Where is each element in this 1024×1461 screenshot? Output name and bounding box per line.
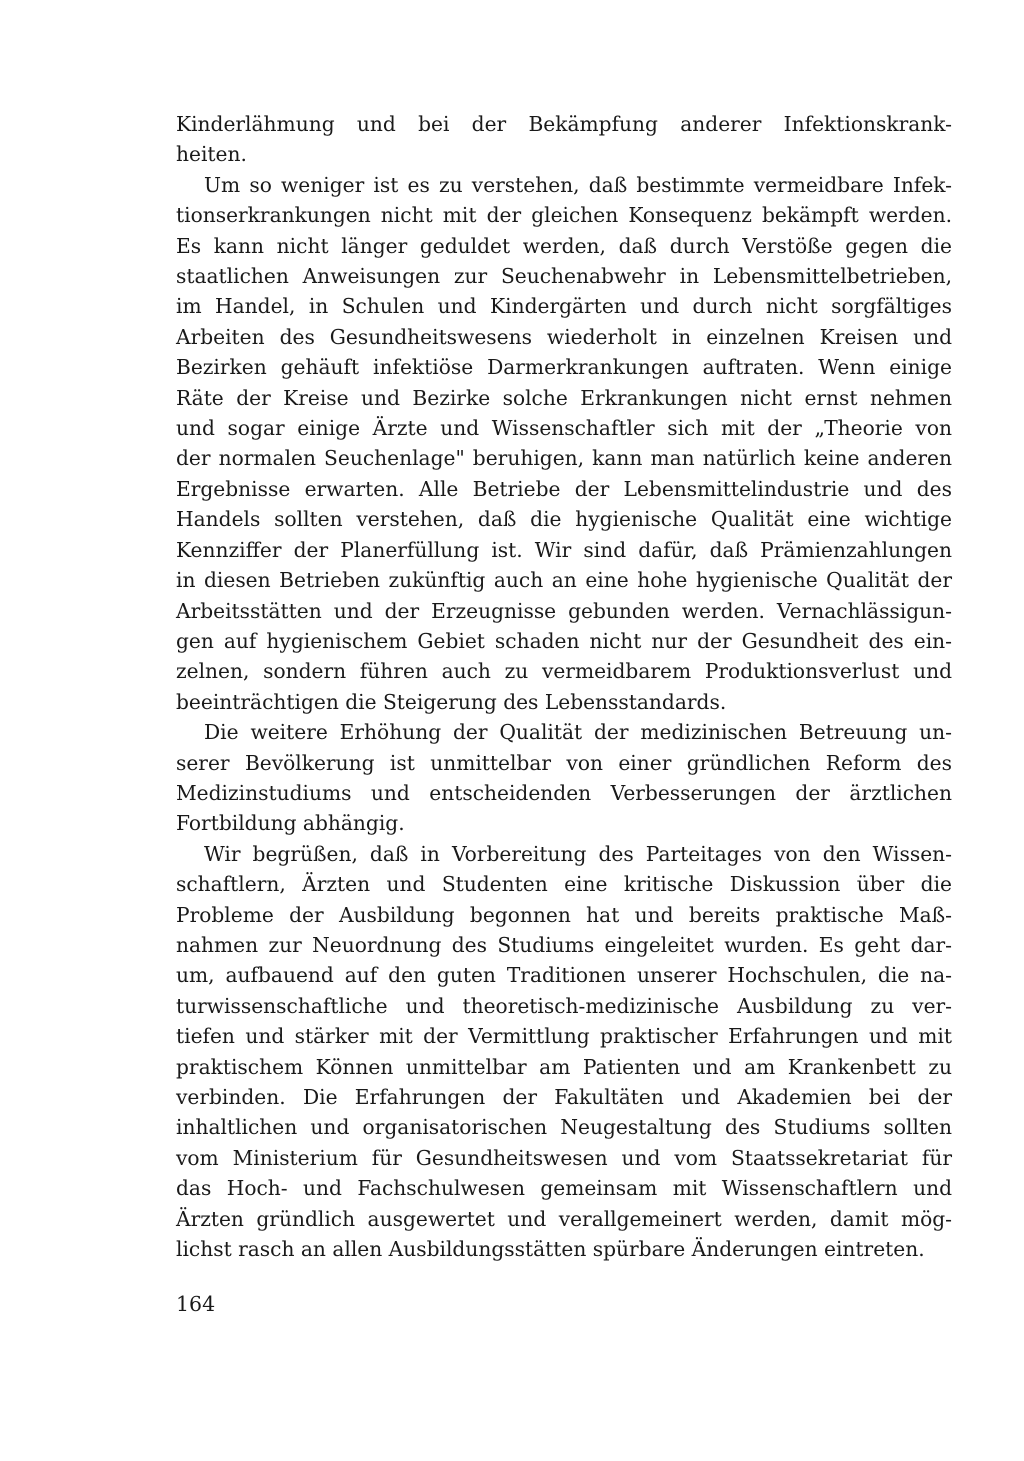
text-line: Wir begrüßen, daß in Vorbereitung des Parteitages von den Wissen-	[204, 841, 952, 866]
text-line: tionserkrankungen nicht mit der gleichen Konsequenz bekämpft werden.	[176, 203, 952, 228]
text-line: Handels sollten verstehen, daß die hygienische Qualität eine wichtige	[176, 507, 952, 532]
text-line: nahmen zur Neuordnung des Studiums eingeleitet wurden. Es geht dar-	[176, 932, 952, 957]
text-line: Es kann nicht länger geduldet werden, daß durch Verstöße gegen die	[176, 233, 952, 258]
text-line: Arbeitsstätten und der Erzeugnisse gebunden werden. Vernachlässigun-	[176, 598, 952, 623]
text-line: Kennziffer der Planerfüllung ist. Wir sind dafür, daß Prämienzahlungen	[176, 537, 952, 562]
text-line: zelnen, sondern führen auch zu vermeidbarem Produktionsverlust und	[176, 659, 952, 684]
text-line: gen auf hygienischem Gebiet schaden nicht nur der Gesundheit des ein-	[176, 628, 952, 653]
text-line: beeinträchtigen die Steigerung des Lebensstandards.	[176, 689, 727, 714]
text-line: Um so weniger ist es zu verstehen, daß bestimmte vermeidbare Infek-	[204, 172, 952, 197]
text-line: verbinden. Die Erfahrungen der Fakultäten und Akademien bei der	[176, 1085, 952, 1109]
text-line: das Hoch- und Fachschulwesen gemeinsam mit Wissenschaftlern und	[176, 1176, 952, 1201]
text-line: schaftlern, Ärzten und Studenten eine kritische Diskussion über die	[176, 872, 952, 897]
text-line: lichst rasch an allen Ausbildungsstätten spürbare Änderungen eintreten.	[176, 1237, 925, 1262]
text-line: Die weitere Erhöhung der Qualität der medizinischen Betreuung un-	[204, 720, 952, 745]
paragraph	[176, 839, 952, 1265]
text-line: turwissenschaftliche und theoretisch-medizinische Ausbildung zu ver-	[176, 993, 952, 1018]
text-line: praktischem Können unmittelbar am Patienten und am Krankenbett zu	[176, 1054, 952, 1079]
paragraph	[176, 109, 952, 170]
text-line: Fortbildung abhängig.	[176, 811, 405, 836]
page-number: 164	[176, 1292, 216, 1316]
text-line: heiten.	[176, 142, 247, 167]
text-line: serer Bevölkerung ist unmittelbar von einer gründlichen Reform des	[176, 750, 952, 775]
text-line: in diesen Betrieben zukünftig auch an eine hohe hygienische Qualität der	[176, 568, 952, 593]
text-line: Bezirken gehäuft infektiöse Darmerkrankungen auftraten. Wenn einige	[176, 355, 952, 380]
text-line: tiefen und stärker mit der Vermittlung praktischer Erfahrungen und mit	[176, 1024, 952, 1049]
text-line: Ergebnisse erwarten. Alle Betriebe der Lebensmittelindustrie und des	[176, 476, 952, 501]
text-line: Medizinstudiums und entscheidenden Verbesserungen der ärztlichen	[176, 780, 952, 805]
text-line: und sogar einige Ärzte und Wissenschaftler sich mit der „Theorie von	[176, 416, 952, 441]
text-line: Kinderlähmung und bei der Bekämpfung anderer Infektionskrank-	[176, 112, 952, 136]
text-line: vom Ministerium für Gesundheitswesen und vom Staatssekretariat für	[176, 1145, 952, 1170]
text-line: Probleme der Ausbildung begonnen hat und bereits praktische Maß-	[176, 902, 952, 927]
text-line: inhaltlichen und organisatorischen Neugestaltung des Studiums sollten	[176, 1115, 952, 1140]
text-line: staatlichen Anweisungen zur Seuchenabwehr in Lebensmittelbetrieben,	[176, 264, 952, 289]
text-line: der normalen Seuchenlage" beruhigen, kann man natürlich keine anderen	[176, 446, 952, 471]
text-line: um, aufbauend auf den guten Traditionen unserer Hochschulen, die na-	[176, 963, 952, 988]
paragraph	[176, 170, 952, 717]
paragraph	[176, 717, 952, 839]
text-line: im Handel, in Schulen und Kindergärten und durch nicht sorgfältiges	[176, 294, 952, 319]
text-line: Ärzten gründlich ausgewertet und verallgemeinert werden, damit mög-	[176, 1206, 952, 1231]
text-line: Räte der Kreise und Bezirke solche Erkrankungen nicht ernst nehmen	[176, 385, 952, 410]
page-body	[176, 109, 952, 1264]
text-line: Arbeiten des Gesundheitswesens wiederholt in einzelnen Kreisen und	[176, 324, 952, 349]
body-text	[176, 109, 952, 1264]
